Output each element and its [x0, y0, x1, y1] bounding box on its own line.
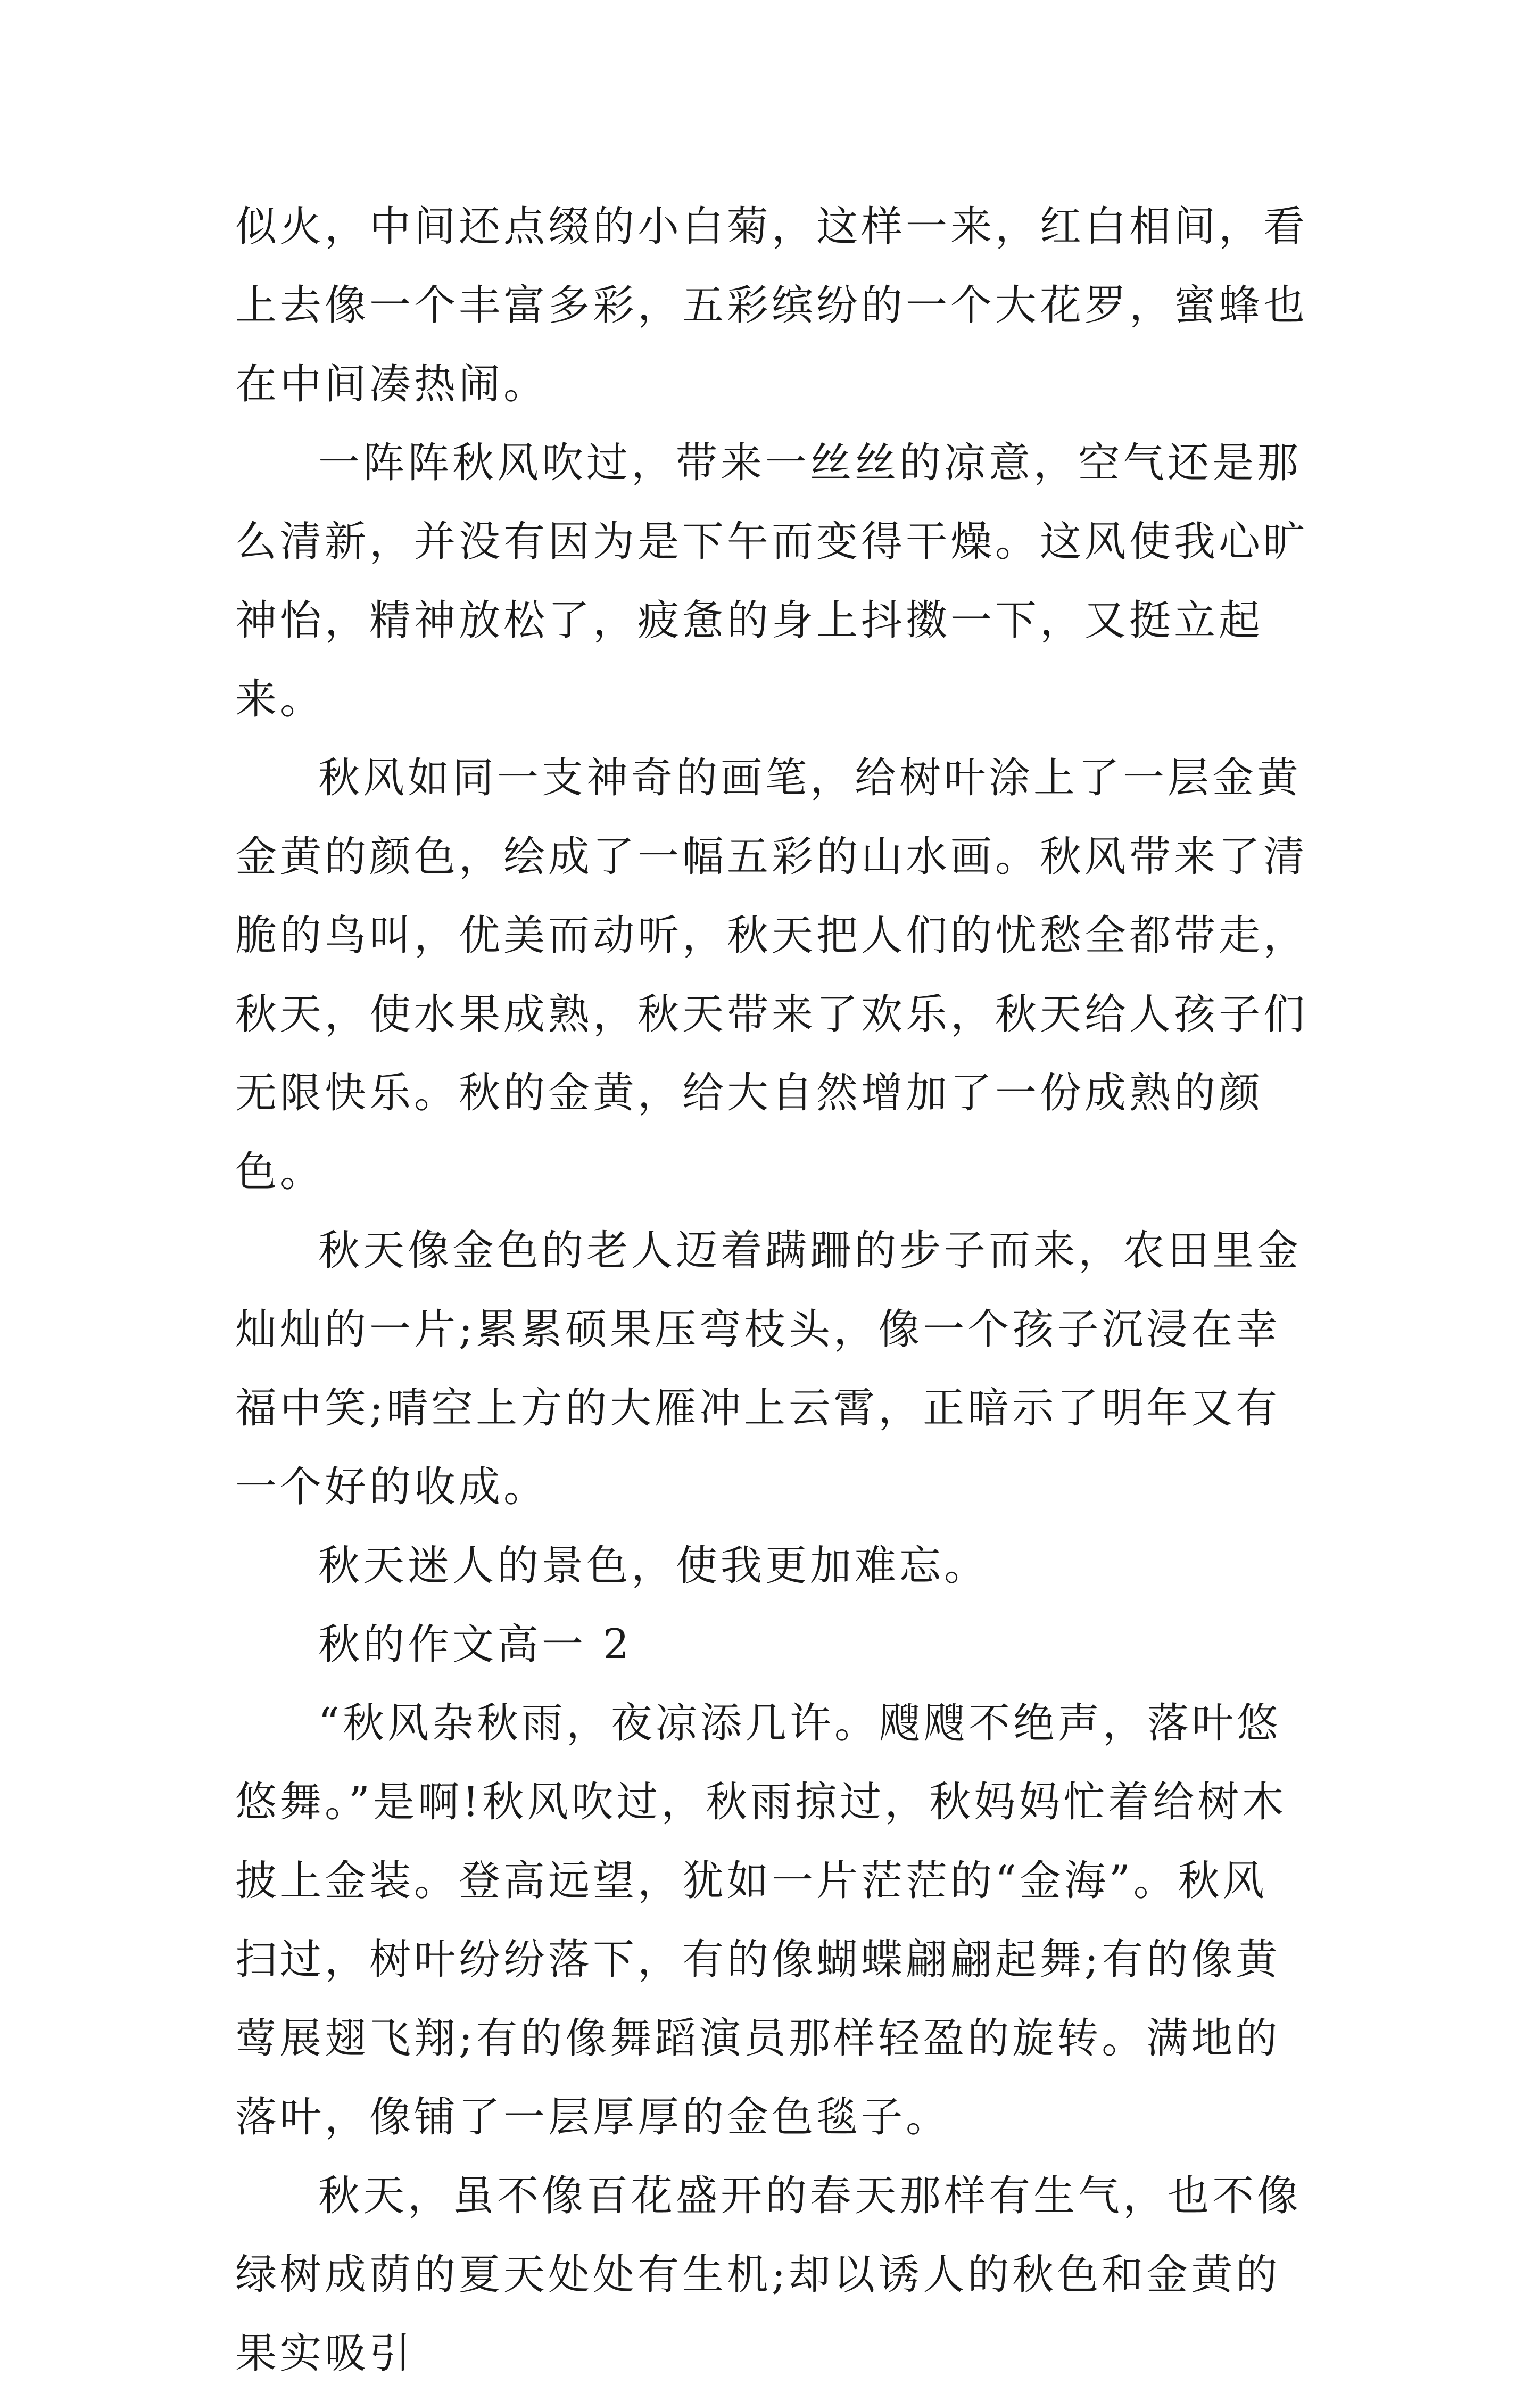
- document-body: [235, 187, 1310, 2393]
- paragraph: 秋天迷人的景色，使我更加难忘。: [318, 1542, 989, 1590]
- paragraph: 似火，中间还点缀的小白菊，这样一来，红白相间，看上去像一个丰富多彩，五彩缤纷的一个大花罗，蜜蜂也在中间凑热闹。: [235, 203, 1309, 408]
- paragraph: “秋风杂秋雨，夜凉添几许。飕飕不绝声，落叶悠悠舞。”是啊!秋风吹过，秋雨掠过，秋妈妈忙着给树木披上金装。登高远望，犹如一片茫茫的“金海”。秋风扫过，树叶纷纷落下，有的像蝴蝶翩翩起舞;有的像黄莺展翅飞翔;有的像舞蹈演员那样轻盈的旋转。满地的落叶，像铺了一层厚厚的金色毯子。: [235, 1699, 1287, 2141]
- paragraph: 秋天像金色的老人迈着蹒跚的步子而来，农田里金灿灿的一片;累累硕果压弯枝头，像一个孩子沉浸在幸福中笑;晴空上方的大雁冲上云霄，正暗示了明年又有一个好的收成。: [235, 1227, 1302, 1511]
- paragraph: 一阵阵秋风吹过，带来一丝丝的凉意，空气还是那么清新，并没有因为是下午而变得干燥。这风使我心旷神怡，精神放松了，疲惫的身上抖擞一下，又挺立起来。: [235, 439, 1309, 723]
- paragraph: 秋天，虽不像百花盛开的春天那样有生气，也不像绿树成荫的夏天处处有生机;却以诱人的秋色和金黄的果实吸引: [235, 2172, 1302, 2378]
- section-heading: 秋的作文高一 2: [318, 1621, 633, 1669]
- paragraph: 秋风如同一支神奇的画笔，给树叶涂上了一层金黄金黄的颜色，绘成了一幅五彩的山水画。秋风带来了清脆的鸟叫，优美而动听，秋天把人们的忧愁全都带走，秋天，使水果成熟，秋天带来了欢乐，秋天给人孩子们无限快乐。秋的金黄，给大自然增加了一份成熟的颜色。: [235, 754, 1309, 1196]
